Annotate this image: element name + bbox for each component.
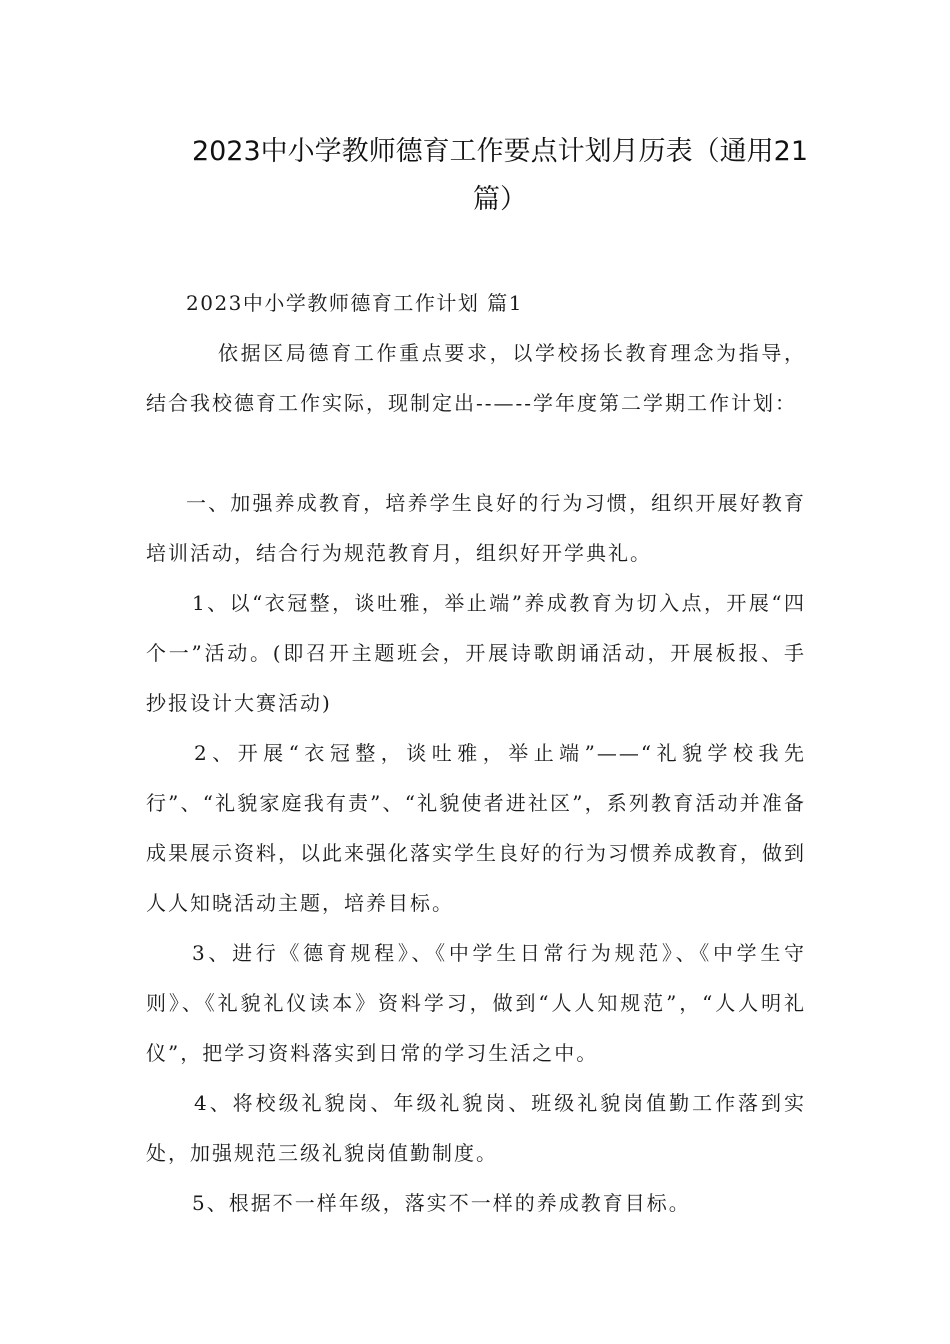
paragraph-item-3: 3、进行《德育规程》、《中学生日常行为规范》、《中学生守则》、《礼貌礼仪读本》资料学习，做到“人人知规范”，“人人明礼仪”，把学习资料落实到日常的学习生活之中。 [146, 941, 806, 1065]
paragraph-intro: 依据区局德育工作重点要求，以学校扬长教育理念为指导，结合我校德育工作实际，现制定出--—--学年度第二学期工作计划： [146, 341, 806, 415]
title-line-1: 2023中小学教师德育工作要点计划月历表（通用21 [191, 136, 809, 167]
paragraph-section-one: 一、加强养成教育，培养学生良好的行为习惯，组织开展好教育培训活动，结合行为规范教育月，组织好开学典礼。 [146, 491, 806, 565]
paragraph-item-2: 2、开展“衣冠整，谈吐雅，举止端”——“礼貌学校我先行”、“礼貌家庭我有责”、“礼貌使者进社区”，系列教育活动并准备成果展示资料，以此来强化落实学生良好的行为习惯养成教育，做到人人知晓活动主题，培养目标。 [146, 741, 806, 915]
paragraph-item-5: 5、根据不一样年级，落实不一样的养成教育目标。 [192, 1191, 691, 1215]
title-line-2: 篇） [473, 184, 527, 215]
document-title [190, 128, 810, 224]
paragraph-item-4: 4、将校级礼貌岗、年级礼貌岗、班级礼貌岗值勤工作落到实处，加强规范三级礼貌岗值勤制度。 [146, 1091, 806, 1165]
paragraph-item-1: 1、以“衣冠整，谈吐雅，举止端”养成教育为切入点，开展“四个一”活动。(即召开主题班会，开展诗歌朗诵活动，开展板报、手抄报设计大赛活动) [146, 591, 806, 715]
section-subtitle: 2023中小学教师德育工作计划 篇1 [186, 291, 523, 315]
